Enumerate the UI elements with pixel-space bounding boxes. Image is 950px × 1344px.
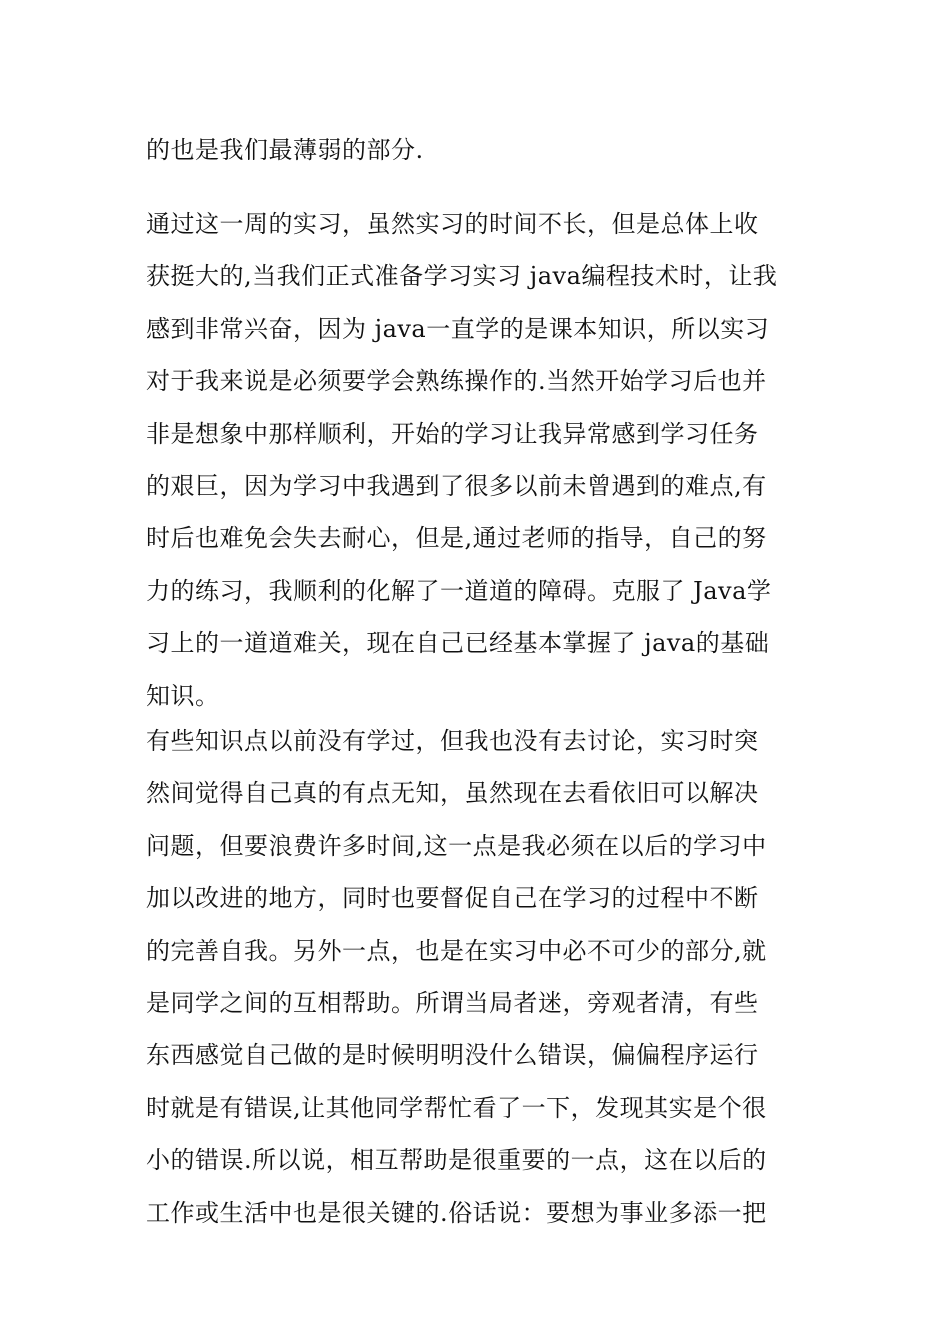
paragraph-line: 知识。 <box>146 681 220 710</box>
paragraph-line: 工作或生活中也是很关键的.俗话说：要想为事业多添一把 <box>146 1198 767 1227</box>
paragraph-line: 有些知识点以前没有学过，但我也没有去讨论，实习时突 <box>146 727 759 755</box>
paragraph-3 <box>146 715 806 1239</box>
paragraph-line: 小的错误.所以说，相互帮助是很重要的一点，这在以后的 <box>146 1146 767 1175</box>
paragraph-line: 问题，但要浪费许多时间,这一点是我必须在以后的学习中 <box>146 831 767 860</box>
paragraph-line: 习上的一道道难关，现在自己已经基本掌握了 java的基础 <box>146 629 770 658</box>
paragraph-line: 的艰巨，因为学习中我遇到了很多以前未曾遇到的难点,有 <box>146 471 767 500</box>
paragraph-line: 非是想象中那样顺利，开始的学习让我异常感到学习任务 <box>146 419 759 448</box>
paragraph-line: 是同学之间的互相帮助。所谓当局者迷，旁观者清，有些 <box>146 988 759 1017</box>
paragraph-line: 的完善自我。另外一点，也是在实习中必不可少的部分,就 <box>146 936 767 965</box>
paragraph-line: 感到非常兴奋，因为 java一直学的是课本知识，所以实习 <box>146 314 770 343</box>
paragraph-line: 通过这一周的实习，虽然实习的时间不长，但是总体上收 <box>146 210 759 238</box>
paragraph-line: 时就是有错误,让其他同学帮忙看了一下，发现其实是个很 <box>146 1093 767 1122</box>
paragraph-line: 东西感觉自己做的是时候明明没什么错误，偏偏程序运行 <box>146 1041 759 1070</box>
paragraph-line: 力的练习，我顺利的化解了一道道的障碍。克服了 Java学 <box>146 576 772 605</box>
paragraph-line: 然间觉得自己真的有点无知，虽然现在去看依旧可以解决 <box>146 779 759 808</box>
paragraph-line: 对于我来说是必须要学会熟练操作的.当然开始学习后也并 <box>146 367 767 396</box>
paragraph-line: 获挺大的,当我们正式准备学习实习 java编程技术时，让我 <box>146 262 778 291</box>
paragraph-1 <box>146 124 806 176</box>
paragraph-line: 的也是我们最薄弱的部分. <box>146 136 424 164</box>
paragraph-line: 加以改进的地方，同时也要督促自己在学习的过程中不断 <box>146 884 759 913</box>
paragraph-line: 时后也难免会失去耐心，但是,通过老师的指导，自己的努 <box>146 524 767 553</box>
paragraph-2 <box>146 198 806 722</box>
